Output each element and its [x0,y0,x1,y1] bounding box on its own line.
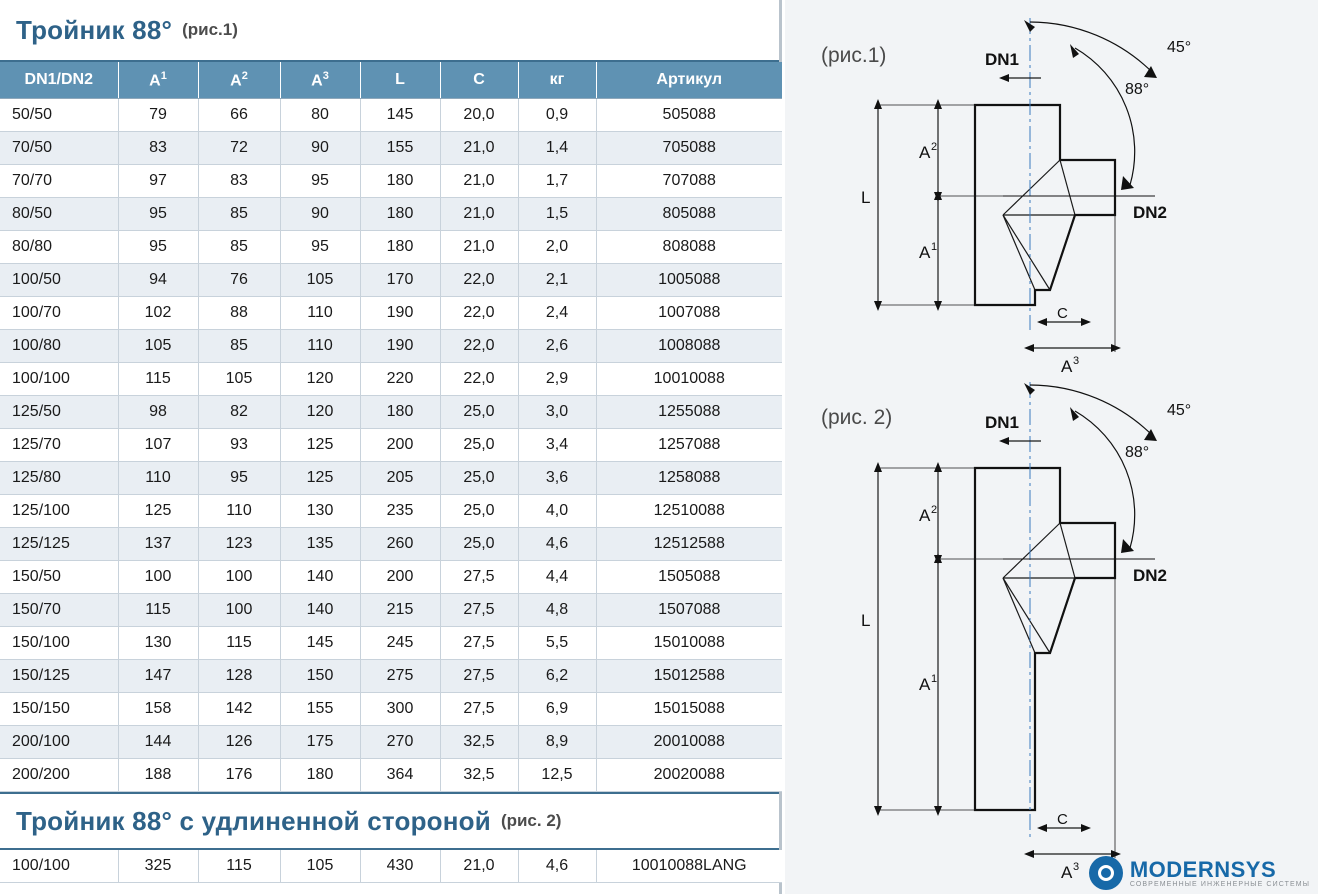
table-cell: 200 [360,429,440,462]
table-cell: 15015088 [596,693,782,726]
table-cell: 707088 [596,165,782,198]
table-cell: 180 [360,231,440,264]
fig2-A1-label: A [919,675,931,694]
table-cell: 27,5 [440,594,518,627]
header-a2: $A^2$ [198,62,280,99]
logo-name: MODERNSYS [1129,856,1277,882]
table-cell: 145 [360,99,440,132]
table-cell: 27,5 [440,627,518,660]
table-cell: 70/50 [0,132,118,165]
table-cell: 20010088 [596,726,782,759]
table-cell: 1507088 [596,594,782,627]
table-cell: 21,0 [440,231,518,264]
table-cell: 25,0 [440,396,518,429]
table-cell: 125/100 [0,495,118,528]
table-row [0,264,782,297]
table-cell: 95 [280,165,360,198]
spec-table-fig1 [0,62,782,792]
table-cell: 10010088 [596,363,782,396]
header-weight-label: кг [549,71,565,88]
table-cell: 125/70 [0,429,118,462]
table-cell: 83 [198,165,280,198]
table-cell: 150/125 [0,660,118,693]
header-a3: $A^3$ [280,62,360,99]
table-row [0,627,782,660]
fig1-A2-sup: 2 [931,141,938,153]
table-cell: 205 [360,462,440,495]
table-cell: 85 [198,330,280,363]
figure1-caption: (рис.1) [821,44,887,67]
section2-title-sub: (рис. 2) [500,811,562,830]
table-row [0,165,782,198]
table-cell: 95 [280,231,360,264]
table-cell: 66 [198,99,280,132]
fig1-angle88-label: 88° [1125,81,1150,98]
fig1-angle45-label: 45° [1167,39,1192,56]
section-title-main: Тройник 88° [16,14,173,45]
table-cell: 0,9 [518,99,596,132]
table-cell: 1005088 [596,264,782,297]
table-cell: 90 [280,132,360,165]
table-cell: 144 [118,726,198,759]
table-cell: 115 [198,627,280,660]
table-cell: 275 [360,660,440,693]
table-cell: 22,0 [440,264,518,297]
table-cell: 1,7 [518,165,596,198]
fig1-dn1-arrow [999,74,1009,82]
fig1-tee-outline [975,105,1115,305]
table-cell: 72 [198,132,280,165]
table-cell: 808088 [596,231,782,264]
table-cell: 125 [280,429,360,462]
table-cell: 85 [198,198,280,231]
table-cell: 260 [360,528,440,561]
diagram-panel [785,0,1318,894]
table-cell: 180 [360,198,440,231]
table-cell: 80/50 [0,198,118,231]
fig1-arc-45 [1030,22,1153,73]
table-cell: 105 [118,330,198,363]
table-cell: 150 [280,660,360,693]
table-cell: 215 [360,594,440,627]
fig2-arc-45 [1030,385,1153,436]
table-cell: 4,0 [518,495,596,528]
table-cell: 80 [280,99,360,132]
table-cell: 805088 [596,198,782,231]
table-cell: 2,6 [518,330,596,363]
table-cell: 100/50 [0,264,118,297]
fig2-C-label: C [1057,811,1068,828]
table-cell: 1505088 [596,561,782,594]
table-row [0,396,782,429]
table-cell: 125 [280,462,360,495]
table-cell: 245 [360,627,440,660]
table-cell: 21,0 [440,165,518,198]
table-cell: 100 [198,561,280,594]
section2-title-main: Тройник 88° с удлиненной стороной [16,805,491,836]
table-cell: 6,9 [518,693,596,726]
fig1-L-label: L [861,188,871,207]
table-cell: 21,0 [440,850,518,883]
table-cell: 190 [360,297,440,330]
table-cell: 2,9 [518,363,596,396]
table-cell: 79 [118,99,198,132]
table-cell: 145 [280,627,360,660]
fig1-A2-label: A [919,143,931,162]
table-cell: 1007088 [596,297,782,330]
table-cell: 32,5 [440,726,518,759]
table-cell: 1257088 [596,429,782,462]
table-cell: 115 [198,850,280,883]
fig1-A1-sup: 1 [931,241,938,253]
fig2-A1-sup: 1 [931,673,938,685]
table-cell: 100/70 [0,297,118,330]
logo-text [1130,858,1310,888]
table-cell: 98 [118,396,198,429]
table-row [0,726,782,759]
table-cell: 82 [198,396,280,429]
table-cell: 200 [360,561,440,594]
table-cell: 150/150 [0,693,118,726]
table-row [0,850,782,883]
fig1-inner-line-c [1003,160,1060,215]
table-cell: 135 [280,528,360,561]
table-cell: 107 [118,429,198,462]
table-cell: 128 [198,660,280,693]
table-cell: 130 [280,495,360,528]
fig2-inner-line-e [1003,578,1035,653]
fig2-angle45-label: 45° [1167,402,1192,419]
table-cell: 93 [198,429,280,462]
fig2-inner-line-d [1003,578,1050,653]
table-cell: 364 [360,759,440,792]
fig1-A3-sup: 3 [1073,355,1080,367]
fig1-arrow-45 [1144,66,1157,78]
fig2-A2-label: A [919,506,931,525]
logo-tagline: СОВРЕМЕННЫЕ ИНЖЕНЕРНЫЕ СИСТЕМЫ [1129,880,1310,888]
table-cell: 88 [198,297,280,330]
table-cell: 32,5 [440,759,518,792]
table-row [0,132,782,165]
table-cell: 1,5 [518,198,596,231]
fig1-A3-label: A [1061,357,1073,376]
table-cell: 22,0 [440,363,518,396]
header-a1: $A^1$ [118,62,198,99]
table-header-row [0,62,782,99]
fig2-arc-88 [1075,411,1135,548]
fig2-dn2-label: DN2 [1133,566,1168,585]
table-cell: 8,9 [518,726,596,759]
table-cell: 235 [360,495,440,528]
fig2-tee-outline [975,468,1115,810]
table-cell: 95 [198,462,280,495]
table-cell: 180 [360,396,440,429]
table-cell: 76 [198,264,280,297]
fig1-C-label: C [1057,305,1068,322]
table-cell: 85 [198,231,280,264]
table-cell: 140 [280,561,360,594]
fig2-dn1-label: DN1 [985,413,1020,432]
section-title-fig1 [0,0,779,62]
header-dn [0,62,118,99]
table-cell: 5,5 [518,627,596,660]
modernsys-logo [1089,856,1310,890]
fig2-angle88-label: 88° [1125,444,1150,461]
fig2-A3-sup: 3 [1073,861,1080,873]
table-cell: 125/50 [0,396,118,429]
fig1-inner-line-e [1003,215,1035,290]
table-cell: 110 [280,330,360,363]
table-cell: 10010088LANG [596,850,782,883]
section-title-sub: (рис.1) [182,20,238,39]
table-cell: 125/80 [0,462,118,495]
table-cell: 3,4 [518,429,596,462]
table-cell: 147 [118,660,198,693]
table-cell: 22,0 [440,297,518,330]
table-cell: 220 [360,363,440,396]
table-cell: 70/70 [0,165,118,198]
table-cell: 20020088 [596,759,782,792]
table-cell: 170 [360,264,440,297]
table-cell: 80/80 [0,231,118,264]
table-cell: 115 [118,363,198,396]
table-cell: 12512588 [596,528,782,561]
table-cell: 105 [280,264,360,297]
table-cell: 1,4 [518,132,596,165]
header-c-label: C [473,71,485,88]
fig1-dn2-label: DN2 [1133,203,1168,222]
table-cell: 2,4 [518,297,596,330]
table-row [0,660,782,693]
table-cell: 12,5 [518,759,596,792]
table-cell: 137 [118,528,198,561]
table-cell: 2,0 [518,231,596,264]
table-cell: 90 [280,198,360,231]
table-cell: 430 [360,850,440,883]
header-article [596,62,782,99]
section-title-fig2 [0,792,779,850]
technical-drawings [785,0,1318,894]
header-l-label: L [395,71,405,88]
table-cell: 705088 [596,132,782,165]
table-cell: 50/50 [0,99,118,132]
table-cell: 6,2 [518,660,596,693]
table-cell: 100 [198,594,280,627]
table-row [0,297,782,330]
table-row [0,231,782,264]
table-cell: 25,0 [440,495,518,528]
table-cell: 27,5 [440,561,518,594]
table-row [0,99,782,132]
table-row [0,330,782,363]
table-cell: 3,6 [518,462,596,495]
table-cell: 200/100 [0,726,118,759]
table-cell: 95 [118,231,198,264]
table-cell: 130 [118,627,198,660]
table-cell: 1008088 [596,330,782,363]
table-cell: 150/100 [0,627,118,660]
table-cell: 1255088 [596,396,782,429]
header-l [360,62,440,99]
table-cell: 158 [118,693,198,726]
fig2-L-label: L [861,611,871,630]
table-cell: 100/80 [0,330,118,363]
table-cell: 120 [280,396,360,429]
table-cell: 188 [118,759,198,792]
fig2-inner-line-c [1003,523,1060,578]
table-cell: 22,0 [440,330,518,363]
table-cell: 125/125 [0,528,118,561]
table-cell: 3,0 [518,396,596,429]
table-cell: 83 [118,132,198,165]
table-cell: 15012588 [596,660,782,693]
figure2-caption: (рис. 2) [821,406,893,429]
table-row [0,462,782,495]
table-cell: 95 [118,198,198,231]
table-cell: 20,0 [440,99,518,132]
fig2-A3-label: A [1061,863,1073,882]
table-cell: 123 [198,528,280,561]
table-row [0,759,782,792]
table-cell: 100 [118,561,198,594]
table-row [0,693,782,726]
table-cell: 100/100 [0,850,118,883]
table-row [0,198,782,231]
logo-mark-icon [1089,856,1123,890]
table-cell: 102 [118,297,198,330]
table-cell: 175 [280,726,360,759]
table-cell: 325 [118,850,198,883]
table-row [0,594,782,627]
table-cell: 125 [118,495,198,528]
table-row [0,429,782,462]
fig1-arc-88 [1075,48,1135,185]
table-cell: 2,1 [518,264,596,297]
spec-table-fig2 [0,850,782,883]
table-cell: 105 [198,363,280,396]
fig1-inner-line-d [1003,215,1050,290]
table-cell: 27,5 [440,660,518,693]
fig1-arrow-88-start [1070,44,1079,58]
table-cell: 126 [198,726,280,759]
table-cell: 120 [280,363,360,396]
table-cell: 200/200 [0,759,118,792]
header-weight [518,62,596,99]
table-cell: 110 [118,462,198,495]
table-cell: 142 [198,693,280,726]
table-cell: 100/100 [0,363,118,396]
table-cell: 505088 [596,99,782,132]
table-cell: 4,6 [518,528,596,561]
table-cell: 110 [280,297,360,330]
table-cell: 4,6 [518,850,596,883]
fig1-A1-label: A [919,243,931,262]
table-cell: 300 [360,693,440,726]
table-cell: 97 [118,165,198,198]
table-cell: 180 [360,165,440,198]
table-cell: 94 [118,264,198,297]
table-cell: 176 [198,759,280,792]
table-cell: 115 [118,594,198,627]
figure2-drawing [874,382,1157,858]
table-row [0,363,782,396]
table-cell: 25,0 [440,462,518,495]
table-cell: 25,0 [440,528,518,561]
header-article-label: Артикул [656,71,723,88]
table-cell: 155 [360,132,440,165]
table-cell: 25,0 [440,429,518,462]
table-cell: 105 [280,850,360,883]
table-cell: 155 [280,693,360,726]
table-cell: 12510088 [596,495,782,528]
table-cell: 21,0 [440,198,518,231]
table-cell: 21,0 [440,132,518,165]
fig1-dn1-label: DN1 [985,50,1020,69]
table-row [0,561,782,594]
table-cell: 27,5 [440,693,518,726]
table-cell: 190 [360,330,440,363]
table-cell: 4,4 [518,561,596,594]
table-cell: 1258088 [596,462,782,495]
header-c [440,62,518,99]
table-cell: 150/70 [0,594,118,627]
table-cell: 180 [280,759,360,792]
fig2-inner-line-a [1060,523,1075,578]
table-cell: 270 [360,726,440,759]
table-cell: 15010088 [596,627,782,660]
table-cell: 4,8 [518,594,596,627]
fig2-A2-sup: 2 [931,504,938,516]
table-row [0,495,782,528]
header-dn-label: DN1/DN2 [24,71,93,88]
table-cell: 150/50 [0,561,118,594]
table-cell: 110 [198,495,280,528]
fig1-inner-line-a [1060,160,1075,215]
table-row [0,528,782,561]
table-cell: 140 [280,594,360,627]
